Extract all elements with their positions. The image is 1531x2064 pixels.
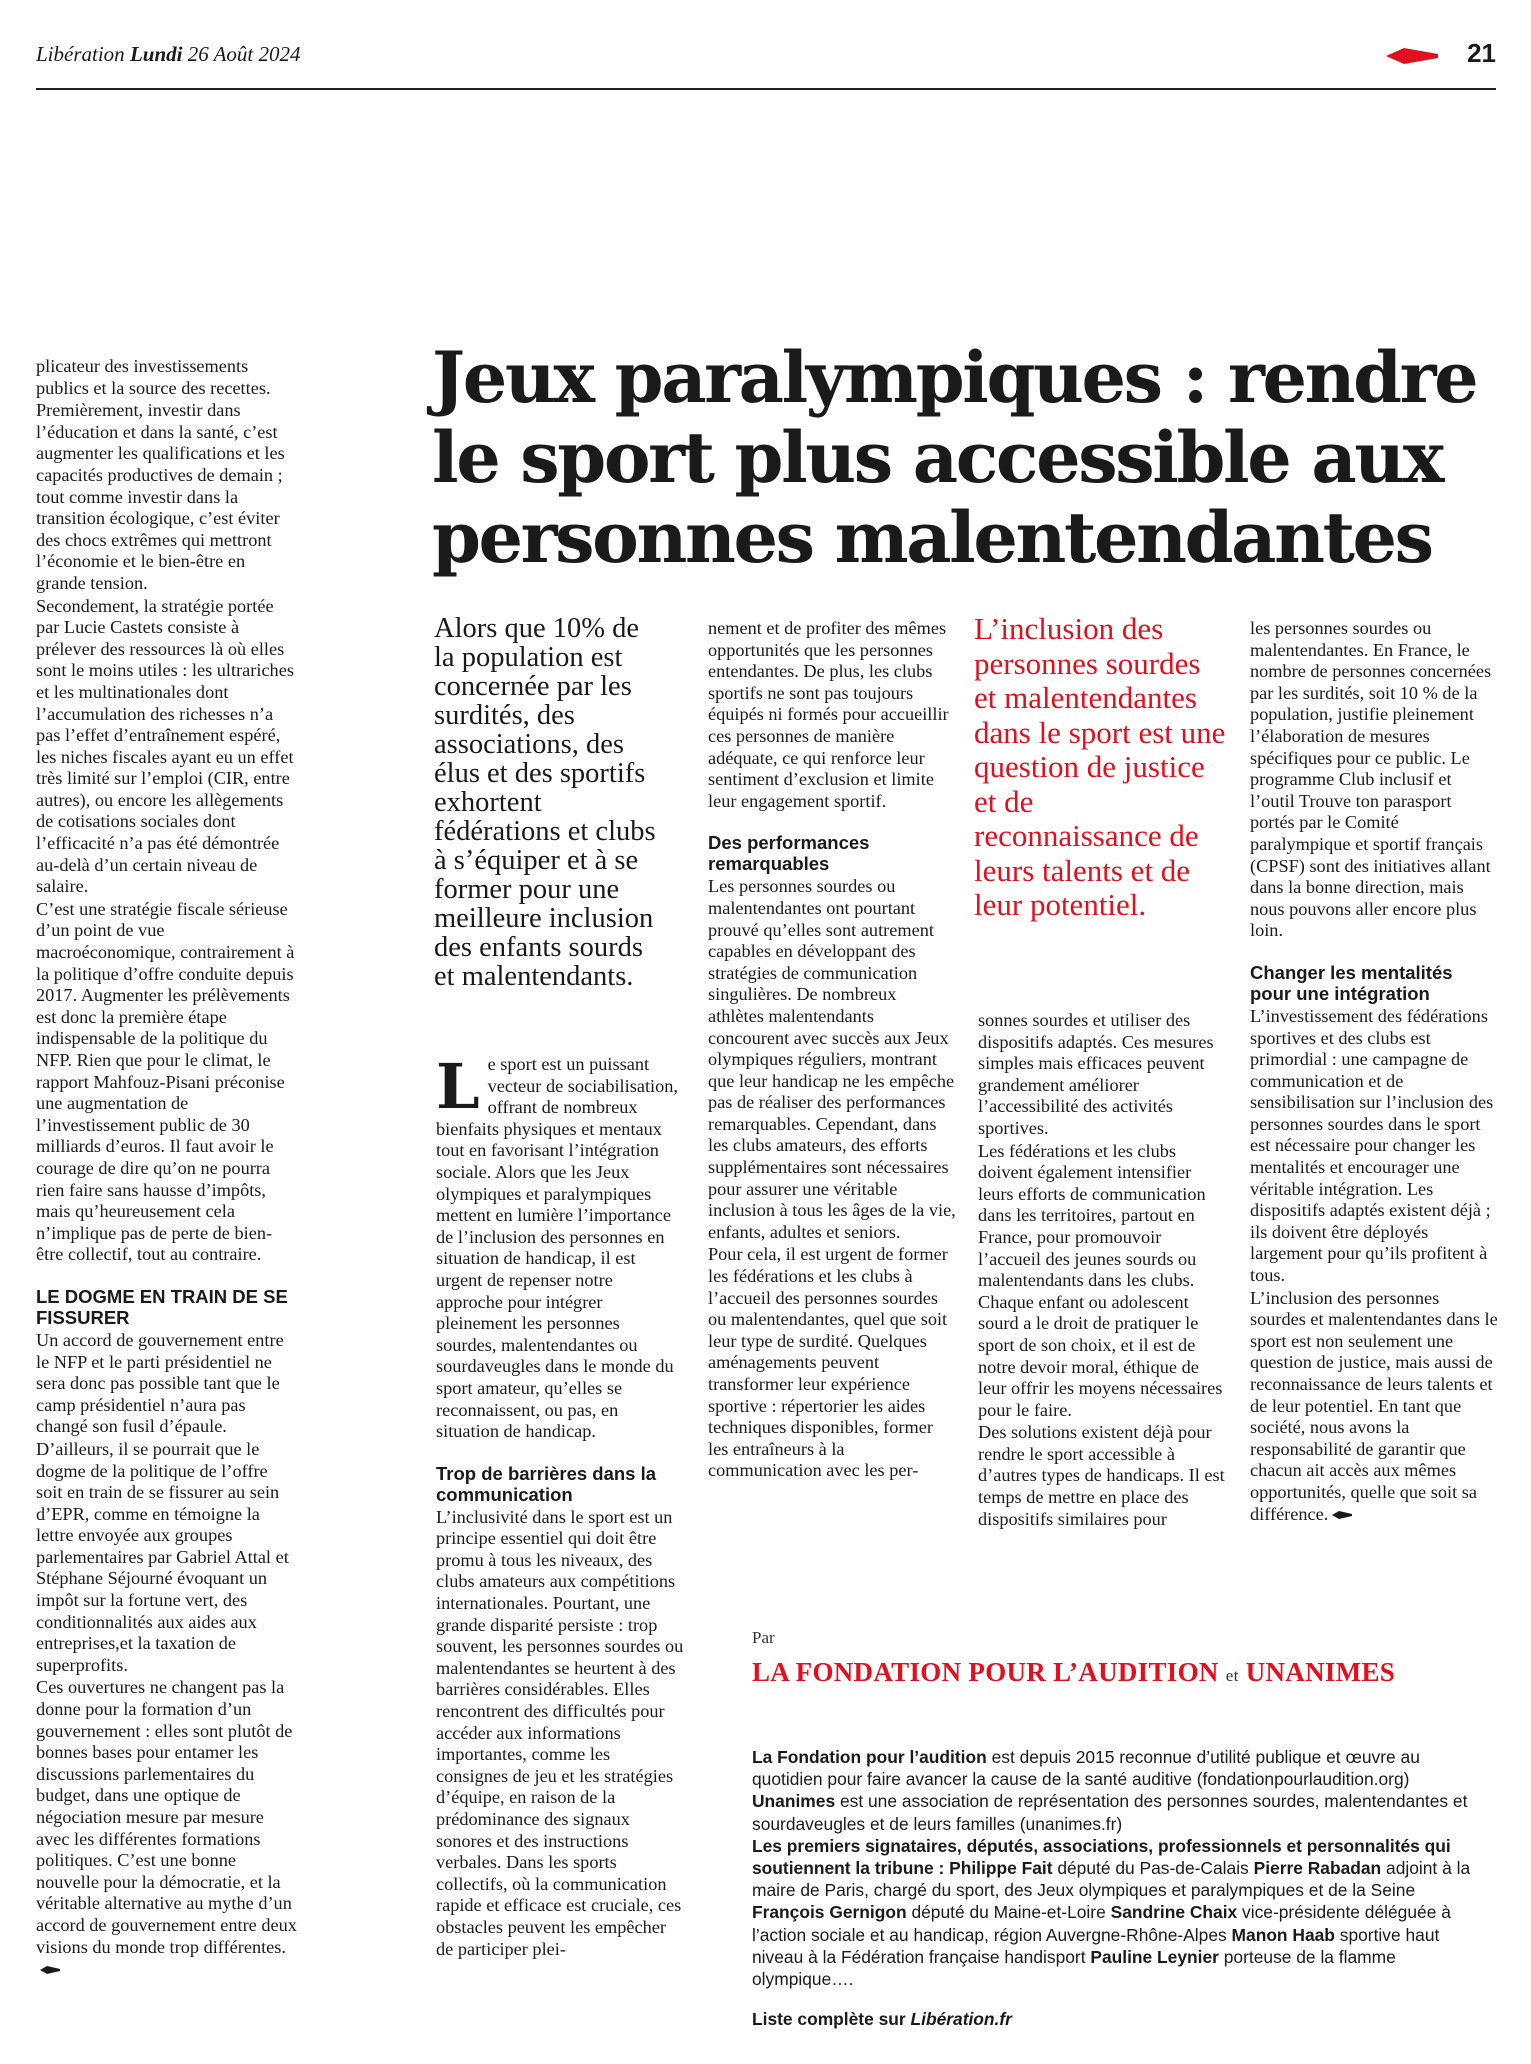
- full-list-link[interactable]: [752, 2008, 1492, 2030]
- signatory-role: adjoint à la maire de Paris, chargé du sport, des Jeux olympiques et paralympiques et de la Seine: [752, 1858, 1471, 1901]
- org-name: Unanimes: [752, 1791, 836, 1812]
- section-subhead: LE DOGME EN TRAIN DE SE FISSURER: [36, 1285, 288, 1328]
- page-header: [36, 38, 1496, 90]
- paragraph-text: Ces ouvertures ne changent pas la donne pour la formation d’un gouvernement : elles sont plutôt de bonnes bases pour entamer les discussions parlementaires du budget, dans une optique de négociation mesure par mesure avec les différentes formations politiques. C’est une bonne nouvelle pour la démocratie, et la véritable alternative au mythe d’un accord de gouvernement entre deux visions du monde trop différentes.: [36, 1677, 297, 1957]
- paragraph: les personnes sourdes ou malentendantes. En France, le nombre de personnes concernées par les surdités, soit 10 % de la population, justifie pleinement l’élaboration de mesures spécifiques pour ce public. Le programme Club inclusif et l’outil Trouve ton parasport portés par le Comité paralympique et sportif français (CPSF) sont des initiatives allant dans la bonne direction, mais nous pouvons aller encore plus loin.: [1250, 618, 1492, 941]
- paragraph: Un accord de gouvernement entre le NFP et le parti présidentiel ne sera donc pas possible tant que le camp présidentiel n’aura pas changé son fusil d’épaule.: [36, 1329, 284, 1437]
- header-day: Lundi: [129, 42, 183, 66]
- signatories-lead: Les premiers signataires, députés, associations, professionnels et personnalités qui soutiennent la tribune :: [752, 1835, 1451, 1879]
- org-description: est une association de représentation des personnes sourdes, malentendantes et sourdaveugles et de leurs familles (unanimes.fr): [752, 1791, 1468, 1834]
- org-description: est depuis 2015 reconnue d’utilité publique et œuvre au quotidien pour faire avancer la cause de la santé auditive (fondationpourlaudition.org): [752, 1747, 1420, 1790]
- byline-block: [752, 1628, 1492, 1692]
- section-subhead: Trop de barrières dans la communication: [436, 1462, 657, 1505]
- paragraph: [1250, 1288, 1498, 1526]
- previous-article-column: [36, 356, 298, 1980]
- article-column-5: [1250, 618, 1498, 1525]
- paragraph: L’inclusivité dans le sport est un principe essentiel qui doit être promu à tous les niveaux, des clubs amateurs aux compétitions internationales. Pourtant, une grande disparité persiste : trop souvent, les personnes sourdes ou malentendantes se heurtent à des barrières considérables. Elles rencontrent des difficultés pour accéder aux informations importantes, comme les consignes de jeu et les stratégies d’équipe, en raison de la prédominance des signaux sonores et des instructions verbales. Dans les sports collectifs, où la communication rapide et efficace est cruciale, ces obstacles peuvent les empêcher de participer plei-: [436, 1506, 684, 1959]
- signatory-role: député du Maine-et-Loire: [906, 1902, 1111, 1923]
- org-name: La Fondation pour l’audition: [752, 1747, 987, 1767]
- header-date: 26 Août 2024: [187, 42, 301, 66]
- authors-info: [752, 1746, 1492, 2030]
- article-column-3: [708, 618, 956, 1482]
- page-number: 21: [1467, 38, 1496, 68]
- paragraph: Secondement, la stratégie portée par Lucie Castets consiste à prélever des ressources là où elles sont le moins utiles : les ultrariches et les multinationales dont l’accumulation des richesses n’a pas l’effet d’entraînement espéré, les niches fiscales ayant eu un effet très limité sur l’emploi (CIR, entre autres), ou encore les allègements de cotisations sociales dont l’efficacité n’a pas été démontrée au-delà d’un certain niveau de salaire.: [36, 595, 294, 897]
- paragraph: sonnes sourdes et utiliser des dispositifs adaptés. Ces mesures simples mais efficaces peuvent grandement améliorer l’accessibilité des activités sportives.: [978, 1010, 1214, 1138]
- paragraph-text: L’inclusion des personnes sourdes et malentendantes dans le sport est non seulement une question de justice, mais aussi de reconnaissance de leurs talents et de leur potentiel. En tant que société, nous avons la responsabilité de garantir que chacun ait accès aux mêmes opportunités, quelle que soit sa différence.: [1250, 1287, 1498, 1524]
- byline-authors: [752, 1656, 1492, 1692]
- signatory-name: Manon Haab: [1231, 1924, 1335, 1945]
- pull-quote: L’inclusion des personnes sourdes et malentendantes dans le sport est une question de justice et de reconnaissance de leurs talents et de leur potentiel.: [974, 611, 1226, 922]
- drop-cap: L: [436, 1050, 480, 1123]
- info-paragraph: [752, 1790, 1492, 1834]
- byline-prefix: Par: [752, 1628, 775, 1647]
- end-of-article-icon: [1332, 1511, 1352, 1519]
- full-list-prefix: Liste complète sur: [752, 2009, 911, 2030]
- author-org-2: UNANIMES: [1245, 1657, 1396, 1687]
- paragraph: C’est une stratégie fiscale sérieuse d’un point de vue macroéconomique, contrairement à la politique d’offre conduite depuis 2017. Augmenter les prélèvements est donc la première étape indispensable de la politique du NFP. Rien que pour le climat, le rapport Mahfouz-Pisani préconise une augmentation de l’investissement public de 30 milliards d’euros. Il faut avoir le courage de dire qu’on ne pourra rien faire sans hausse d’impôts, mais qu’heureusement cela n’implique pas de perte de bien-être collectif, tout au contraire.: [36, 898, 295, 1265]
- signatories-list: [752, 1835, 1492, 1990]
- byline-conjunction: et: [1225, 1666, 1239, 1685]
- publication-name: Libération: [36, 42, 125, 66]
- article-column-2: [436, 1050, 684, 1960]
- paragraph: nement et de profiter des mêmes opportunités que les personnes entendantes. De plus, les clubs sportifs ne sont pas toujours équipés ni formés pour accueillir ces personnes de manière adéquate, ce qui renforce leur sentiment d’exclusion et limite leur engagement sportif.: [708, 618, 949, 811]
- signatory-role: sportive haut niveau à la Fédération française handisport: [752, 1924, 1440, 1967]
- signatory-name: François Gernigon: [752, 1902, 907, 1923]
- end-of-article-icon: [40, 1966, 60, 1974]
- signatory-name: Pauline Leynier: [1090, 1946, 1219, 1967]
- paragraph: plicateur des investissements publics et la source des recettes.: [36, 356, 271, 398]
- article-headline: Jeux paralympiques : rendre le sport plus accessible aux personnes malentendantes: [432, 336, 1477, 579]
- header-folio: [36, 42, 301, 67]
- paragraph: D’ailleurs, il se pourrait que le dogme de la politique de l’offre soit en train de se fissurer au sein d’EPR, comme en témoigne la lettre envoyée aux groupes parlementaires par Gabriel Attal et Stéphane Séjourné évoquant un impôt sur la fortune vert, des conditionnalités aux aides aux entreprises,et la taxation de superprofits.: [36, 1438, 289, 1675]
- paragraph: Des solutions existent déjà pour rendre le sport accessible à d’autres types de handicaps. Il est temps de mettre en place des dispositifs similaires pour: [978, 1422, 1225, 1529]
- paragraph: Les personnes sourdes ou malentendantes ont pourtant prouvé qu’elles sont autrement capables en développant des stratégies de communication singulières. De nombreux athlètes malentendants concourent avec succès aux Jeux olympiques réguliers, montrant que leur handicap ne les empêche pas de réaliser des performances remarquables. Cependant, dans les clubs amateurs, des efforts supplémentaires sont nécessaires pour assurer une véritable inclusion à tous les âges de la vie, enfants, adultes et seniors.: [708, 876, 956, 1242]
- signatory-role: député du Pas-de-Calais: [1052, 1858, 1254, 1879]
- signatory-role: porteuse de la flamme olympique….: [752, 1946, 1396, 1990]
- paragraph: [36, 1677, 298, 1979]
- paragraph: Les fédérations et les clubs doivent également intensifier leurs efforts de communication dans les territoires, partout en France, pour promouvoir l’accueil des jeunes sourds ou malentendants dans les clubs. Chaque enfant ou adolescent sourd a le droit de pratiquer le sport de son choix, et il est de notre devoir moral, éthique de leur offrir les moyens nécessaires pour le faire.: [978, 1140, 1223, 1420]
- section-subhead: Des performances remarquables: [708, 832, 870, 875]
- signatory-name: Philippe Fait: [949, 1858, 1053, 1879]
- full-list-site[interactable]: Libération.fr: [910, 2009, 1012, 2030]
- paragraph: Premièrement, investir dans l’éducation et dans la santé, c’est augmenter les qualifications et les capacités productives de demain ; tout comme investir dans la transition écologique, c’est éviter des chocs extrêmes qui mettront l’économie et le bien-être en grande tension.: [36, 400, 285, 593]
- article-standfirst: Alors que 10% de la population est concernée par les surdités, des associations, des élus et des sportifs exhortent fédérations et clubs à s’équiper et à se former pour une meilleure inclusion des enfants sourds et malentendants.: [434, 613, 656, 992]
- paragraph: [436, 1050, 684, 1443]
- paragraph: L’investissement des fédérations sportives et des clubs est primordial : une campagne de communication et de sensibilisation sur l’inclusion des personnes sourdes dans le sport est nécessaire pour changer les mentalités et encourager une véritable intégration. Les dispositifs adaptés existent déjà ; ils doivent être déployés largement pour qu’ils profitent à tous.: [1250, 1005, 1494, 1286]
- author-org-1: LA FONDATION POUR L’AUDITION: [752, 1657, 1219, 1687]
- signatory-name: Sandrine Chaix: [1110, 1902, 1238, 1923]
- article-column-4: [978, 1010, 1226, 1530]
- liberation-arrow-icon: [1386, 46, 1438, 66]
- section-subhead: Changer les mentalités pour une intégration: [1250, 961, 1453, 1004]
- paragraph: Pour cela, il est urgent de former les fédérations et les clubs à l’accueil des personnes sourdes ou malentendantes, quel que soit leur type de surdité. Quelques aménagements peuvent transformer leur expérience sportive : répertorier les aides techniques disponibles, former les entraîneurs à la communication avec les per-: [708, 1244, 948, 1481]
- info-paragraph: [752, 1746, 1492, 1790]
- paragraph-text: e sport est un puissant vecteur de sociabilisation, offrant de nombreux bienfaits physiques et mentaux tout en favorisant l’intégration sociale. Alors que les Jeux olympiques et paralympiques mettent en lumière l’importance de l’inclusion des personnes en situation de handicap, il est urgent de repenser notre approche pour intégrer pleinement les personnes sourdes, malentendantes ou sourdaveugles dans le monde du sport amateur, qu’elles se reconnaissent, ou pas, en situation de handicap.: [436, 1054, 678, 1442]
- signatory-name: Pierre Rabadan: [1253, 1858, 1382, 1879]
- signatory-role: vice-présidente déléguée à l’action sociale et au handicap, région Auvergne-Rhône-Alpes: [752, 1902, 1451, 1945]
